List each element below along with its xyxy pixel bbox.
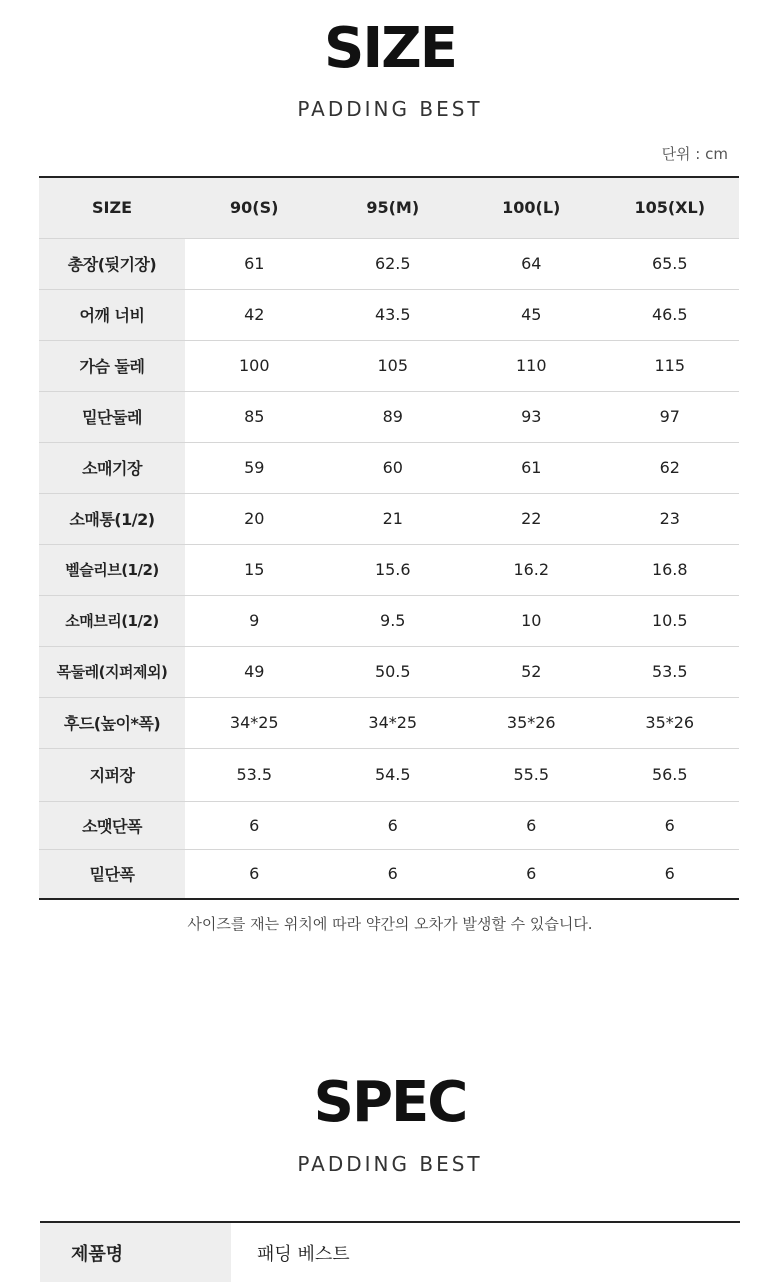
row-label: 가슴 둘레 [39,340,185,391]
table-cell: 6 [387,864,398,884]
table-row [39,238,739,289]
table-cell: 43.5 [374,305,411,324]
table-cell: 10 [521,611,542,630]
row-label: 목둘레(지퍼제외) [39,646,185,697]
table-cell: 60 [382,458,403,477]
table-cell: 105 [377,356,409,375]
table-cell: 6 [387,815,398,835]
table-cell: 49 [244,662,265,681]
table-cell: 53.5 [236,765,273,784]
table-cell: 6 [526,864,537,884]
size-section-title: SIZE [323,16,457,81]
table-row [39,646,739,697]
spec-section-title: SPEC [313,1070,467,1135]
spec-label-product-name: 제품명 [40,1222,231,1282]
table-cell: 16.8 [651,560,688,579]
table-cell: 42 [244,305,265,324]
table-cell: 35*26 [645,713,695,732]
table-cell: 6 [664,864,675,884]
table-cell: 9 [249,611,260,630]
table-row [39,340,739,391]
table-cell: 85 [244,407,265,426]
table-cell: 34*25 [368,713,418,732]
size-table-header-row [39,177,739,238]
spec-table [40,1221,740,1282]
table-row [39,801,739,849]
table-row [39,697,739,748]
table-cell: 59 [244,458,265,477]
table-cell: 56.5 [651,765,688,784]
row-label: 밑단둘레 [39,391,185,442]
measurement-note: 사이즈를 재는 위치에 따라 약간의 오차가 발생할 수 있습니다. [187,915,593,933]
table-cell: 53.5 [651,662,688,681]
table-cell: 6 [249,815,260,835]
table-row [39,544,739,595]
table-cell: 100 [238,356,270,375]
table-cell: 55.5 [513,765,550,784]
row-label: 총장(뒷기장) [39,238,185,289]
row-label: 소맷단폭 [39,801,185,849]
table-cell: 110 [515,356,547,375]
table-cell: 15.6 [374,560,411,579]
row-label: 어깨 너비 [39,289,185,340]
table-cell: 9.5 [380,611,406,630]
table-cell: 23 [659,509,680,528]
table-row [39,289,739,340]
size-table-body [39,238,739,899]
table-cell: 45 [521,305,542,324]
table-cell: 15 [244,560,265,579]
table-row [39,748,739,801]
table-cell: 6 [664,815,675,835]
table-cell: 115 [654,356,686,375]
header-cell-size: SIZE [91,198,132,218]
table-cell: 61 [521,458,542,477]
table-row [39,493,739,544]
header-cell-105xl: 105(XL) [634,198,706,218]
header-cell-90s: 90(S) [230,198,279,218]
table-cell: 62.5 [374,254,411,273]
table-cell: 10.5 [651,611,688,630]
spec-row [40,1222,740,1282]
table-cell: 64 [521,254,542,273]
row-label: 소매통(1/2) [39,493,185,544]
table-cell: 97 [659,407,680,426]
table-cell: 89 [382,407,403,426]
table-cell: 20 [244,509,265,528]
table-cell: 6 [249,864,260,884]
table-cell: 61 [244,254,265,273]
table-row [39,595,739,646]
table-cell: 50.5 [374,662,411,681]
unit-label: 단위 : cm [661,145,728,163]
table-cell: 22 [521,509,542,528]
table-row [39,442,739,493]
table-cell: 52 [521,662,542,681]
table-cell: 46.5 [651,305,688,324]
row-label: 후드(높이*폭) [39,697,185,748]
table-cell: 16.2 [513,560,550,579]
row-label: 벨슬리브(1/2) [39,544,185,595]
size-table [39,176,739,900]
spec-section-subtitle: PADDING BEST [297,1152,483,1176]
table-row [39,391,739,442]
table-cell: 54.5 [374,765,411,784]
table-cell: 62 [659,458,680,477]
row-label: 소매브리(1/2) [39,595,185,646]
spec-value-product-name: 패딩 베스트 [257,1243,350,1265]
table-cell: 21 [382,509,403,528]
row-label: 지퍼장 [39,748,185,801]
table-cell: 35*26 [506,713,556,732]
table-row [39,849,739,899]
size-section-subtitle: PADDING BEST [297,97,483,121]
table-cell: 6 [526,815,537,835]
table-cell: 93 [521,407,542,426]
header-cell-100l: 100(L) [502,198,561,218]
table-cell: 34*25 [229,713,279,732]
header-cell-95m: 95(M) [366,198,420,218]
row-label: 밑단폭 [39,849,185,899]
row-label: 소매기장 [39,442,185,493]
table-cell: 65.5 [651,254,688,273]
